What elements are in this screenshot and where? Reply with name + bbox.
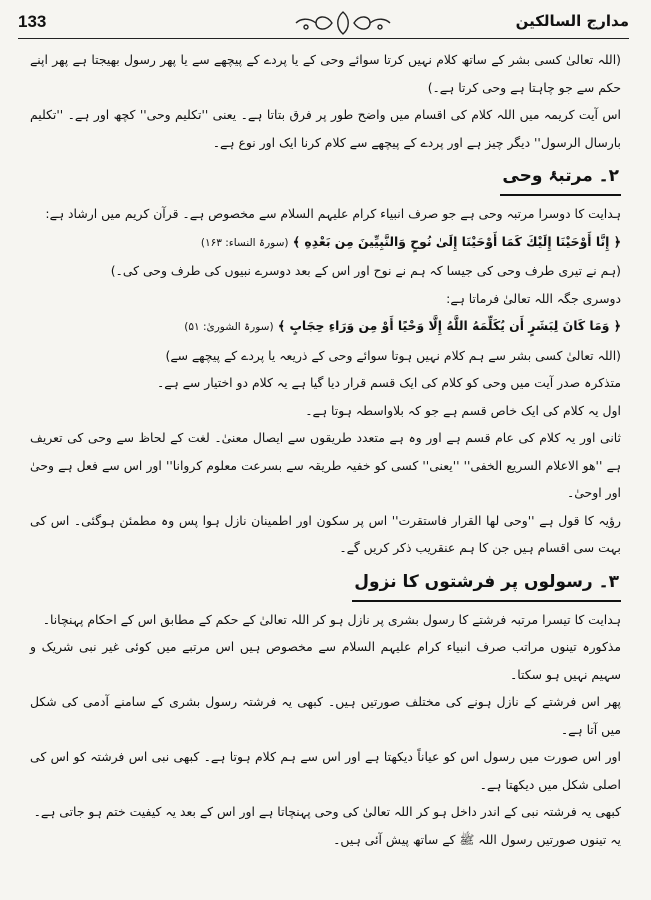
paragraph: کبھی یہ فرشتہ نبی کے اندر داخل ہو کر اللہ تعالیٰ کی وحی پہنچاتا ہے اور اس کے بعد یہ کیفیت ختم ہو جاتی ہے۔ [33, 804, 621, 819]
verse-reference: (سورۃ الشوریٰ: ۵۱) [184, 321, 274, 333]
paragraph: ثانی اور یہ کلام کی عام قسم ہے اور وہ ہے متعدد طریقوں سے ایصال معنیٰ۔ لغت کے لحاظ سے وحی کی تعریف ہے ''ھو الاعلام السریع الخفی'' ''یعنی'' کسی کو خفیہ طریقہ سے بسرعت معلوم کروانا'' اور اس سے فعل ہے وحیٰ اور اوحیٰ۔ [30, 430, 621, 500]
paragraph: یہ تینوں صورتیں رسول اللہ ﷺ کے ساتھ پیش آئی ہیں۔ [333, 831, 621, 847]
paragraph: (اللہ تعالیٰ کسی بشر سے ہم کلام نہیں ہوتا سوائے وحی کے ذریعہ یا پردے کے پیچھے سے) [165, 347, 621, 363]
page-number: 133 [18, 12, 47, 31]
quran-verse [30, 312, 621, 342]
paragraph: (ہم نے تیری طرف وحی کی جیسا کہ ہم نے نوح اور اس کے بعد دوسرے نبیوں کی طرف وحی کی۔) [110, 263, 621, 278]
verse-reference: (سورۃ النساء: ۱۶۳) [200, 236, 289, 249]
section-heading-wahi: ۲۔ مرتبۂ وحی [500, 158, 621, 196]
paragraph: ہدایت کا دوسرا مرتبہ وحی ہے جو صرف انبیاء کرام علیہم السلام سے مخصوص ہے۔ قرآن کریم میں ارشاد ہے: [45, 206, 621, 221]
page-header [18, 8, 629, 38]
paragraph: دوسری جگہ اللہ تعالیٰ فرماتا ہے: [446, 290, 621, 306]
page-content [30, 46, 621, 886]
quran-verse [30, 228, 621, 258]
verse-text: ﴿ إِنَّا أَوْحَيْنَا إِلَيْكَ كَمَا أَوْحَيْنَا إِلَىٰ نُوحٍ وَالنَّبِيِّينَ مِن بَعْدِهِ ﴾ [292, 233, 621, 249]
paragraph: ہدایت کا تیسرا مرتبہ فرشتے کا رسول بشری پر نازل ہو کر اللہ تعالیٰ کے حکم کے مطابق اس کے احکام پہنچانا۔ [42, 611, 621, 627]
paragraph: رؤیہ کا قول ہے ''وحی لھا القرار فاستقرت'' اس پر سکون اور اطمینان نازل ہوا پس وہ مطمئن ہوگئی۔ اس کی بہت سی اقسام ہیں جن کا ہم عنقریب ذکر کریں گے۔ [30, 512, 621, 555]
paragraph: اور اس صورت میں رسول اس کو عیاناً دیکھتا ہے اور اس سے ہم کلام ہوتا ہے۔ کبھی نبی اس فرشتہ کو اس کی اصلی شکل میں دیکھتا ہے۔ [30, 749, 621, 792]
section-heading-angels: ۳۔ رسولوں پر فرشتوں کا نزول [352, 564, 621, 602]
header-ornament-icon [288, 8, 398, 38]
verse-text: ﴿ وَمَا كَانَ لِبَشَرٍ أَن يُكَلِّمَهُ اللَّهُ إِلَّا وَحْيًا أَوْ مِن وَرَاءِ حِجَابٍ ﴾ [277, 318, 621, 333]
paragraph: متذکرہ صدر آیت میں وحی کو کلام کی ایک قسم قرار دیا گیا ہے یہ کلام دو اختیار سے ہے۔ [156, 375, 621, 390]
paragraph: مذکورہ تینوں مراتب صرف انبیاء کرام علیہم السلام سے مخصوص ہیں اس مرتبے میں کوئی غیر نبی شریک و سہیم نہیں ہو سکتا۔ [30, 639, 621, 682]
section-heading-wrap [30, 564, 621, 602]
paragraph: (اللہ تعالیٰ کسی بشر کے ساتھ کلام نہیں کرتا سوائے وحی کے یا پردے کے پیچھے سے یا پھر رسول بھیجتا ہے پھر اپنے حکم سے جو چاہتا ہے وحی کرتا ہے۔) [30, 52, 621, 95]
paragraph: اس آیت کریمہ میں اللہ کلام کی اقسام میں واضح طور پر فرق بتاتا ہے۔ یعنی ''تکلیم وحی'' کچھ اور ہے۔ ''تکلیم بارسال الرسول'' دیگر چیز ہے اور پردے کے پیچھے سے کلام کرنا ایک اور نوع ہے۔ [30, 107, 621, 150]
header-rule [18, 38, 629, 39]
running-title: مدارج السالکین [515, 12, 629, 30]
paragraph: اول یہ کلام کی ایک خاص قسم ہے جو کہ بلاواسطہ ہوتا ہے۔ [305, 402, 621, 418]
section-heading-wrap [30, 158, 621, 196]
paragraph: پھر اس فرشتے کے نازل ہونے کی مختلف صورتیں ہیں۔ کبھی یہ فرشتہ رسول بشری کے سامنے آدمی کی شکل میں آتا ہے۔ [30, 694, 621, 737]
